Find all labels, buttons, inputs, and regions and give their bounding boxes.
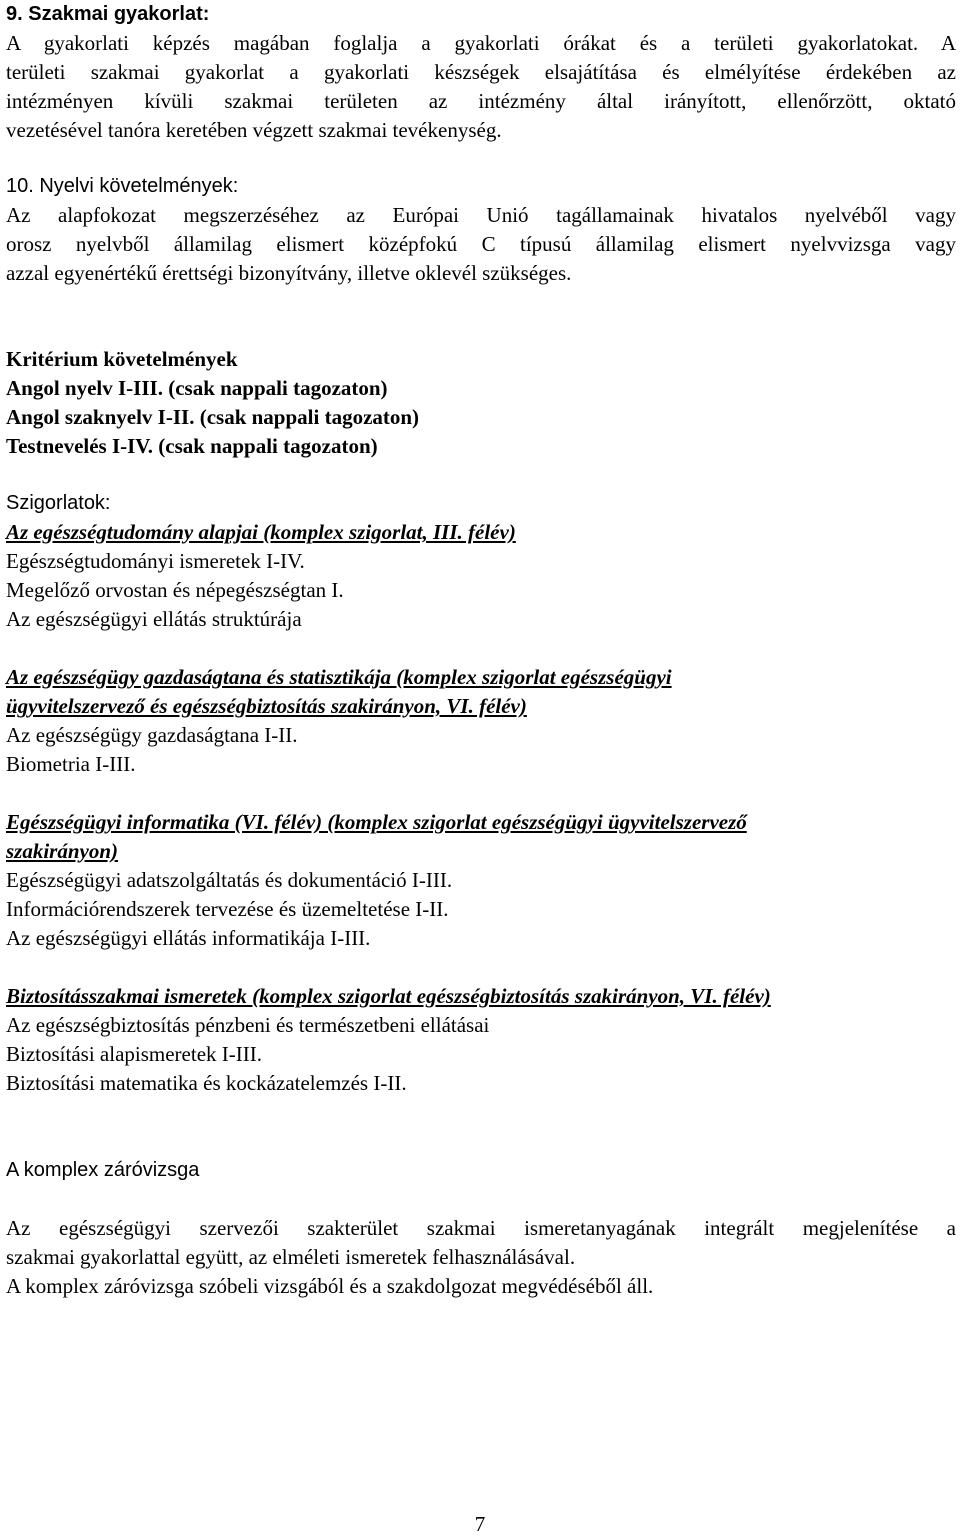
page-number: 7 bbox=[474, 1512, 486, 1536]
szigorlat-title: Biztosításszakmai ismeretek (komplex szigorlat egészségbiztosítás szakirányon, VI. félév) bbox=[6, 984, 771, 1008]
szigorlat-subject: Megelőző orvostan és népegészségtan I. bbox=[6, 578, 344, 602]
section-9-line-4: vezetésével tanóra keretében végzett szakmai tevékenység. bbox=[6, 118, 502, 142]
zarovizsga-line-3: A komplex záróvizsga szóbeli vizsgából és a szakdolgozat megvédéséből áll. bbox=[6, 1274, 654, 1298]
szigorlat-subject: Biztosítási matematika és kockázatelemzés I-II. bbox=[6, 1071, 407, 1095]
szigorlat-subject: Egészségtudományi ismeretek I-IV. bbox=[6, 549, 305, 573]
szigorlat-title: Egészségügyi informatika (VI. félév) (komplex szigorlat egészségügyi ügyvitelszervező bbox=[6, 810, 747, 834]
section-9-line-3: intézményen kívüli szakmai területen az intézmény által irányított, ellenőrzött, oktató bbox=[6, 89, 956, 113]
section-10-heading: 10. Nyelvi követelmények: bbox=[6, 175, 239, 197]
kriterium-heading: Kritérium követelmények bbox=[6, 347, 238, 371]
szigorlat-subject: Az egészségügy gazdaságtana I-II. bbox=[6, 723, 298, 747]
szigorlat-title: ügyvitelszervező és egészségbiztosítás szakirányon, VI. félév) bbox=[6, 694, 527, 718]
szigorlat-subject: Az egészségbiztosítás pénzbeni és természetbeni ellátásai bbox=[6, 1013, 490, 1037]
szigorlat-title: Az egészségügy gazdaságtana és statisztikája (komplex szigorlat egészségügyi bbox=[6, 665, 672, 689]
section-10-line-1: Az alapfokozat megszerzéséhez az Európai Unió tagállamainak hivatalos nyelvéből vagy bbox=[6, 203, 956, 227]
szigorlat-title: Az egészségtudomány alapjai (komplex szigorlat, III. félév) bbox=[6, 520, 516, 544]
kriterium-item: Angol szaknyelv I-II. (csak nappali tagozaton) bbox=[6, 405, 420, 429]
zarovizsga-line-2: szakmai gyakorlattal együtt, az elméleti ismeretek felhasználásával. bbox=[6, 1245, 576, 1269]
zarovizsga-heading: A komplex záróvizsga bbox=[6, 1159, 200, 1181]
kriterium-item: Testnevelés I-IV. (csak nappali tagozaton) bbox=[6, 434, 378, 458]
szigorlatok-heading: Szigorlatok: bbox=[6, 492, 111, 514]
section-9-line-2: területi szakmai gyakorlat a gyakorlati készségek elsajátítása és elmélyítése érdekében az bbox=[6, 60, 956, 84]
szigorlat-title: szakirányon) bbox=[6, 839, 119, 863]
szigorlat-subject: Biometria I-III. bbox=[6, 752, 136, 776]
section-10-line-3: azzal egyenértékű érettségi bizonyítvány, illetve oklevél szükséges. bbox=[6, 261, 572, 285]
szigorlat-subject: Információrendszerek tervezése és üzemeltetése I-II. bbox=[6, 897, 449, 921]
kriterium-item: Angol nyelv I-III. (csak nappali tagozaton) bbox=[6, 376, 388, 400]
section-10-line-2: orosz nyelvből államilag elismert középfokú C típusú államilag elismert nyelvvizsga vagy bbox=[6, 232, 956, 256]
szigorlat-subject: Egészségügyi adatszolgáltatás és dokumentáció I-III. bbox=[6, 868, 453, 892]
szigorlat-subject: Biztosítási alapismeretek I-III. bbox=[6, 1042, 262, 1066]
szigorlat-subject: Az egészségügyi ellátás informatikája I-III. bbox=[6, 926, 371, 950]
section-9-line-1: A gyakorlati képzés magában foglalja a gyakorlati órákat és a területi gyakorlatokat. A bbox=[6, 31, 956, 55]
section-9-heading: 9. Szakmai gyakorlat: bbox=[6, 3, 210, 25]
zarovizsga-line-1: Az egészségügyi szervezői szakterület szakmai ismeretanyagának integrált megjelenítése a bbox=[6, 1216, 956, 1240]
szigorlat-subject: Az egészségügyi ellátás struktúrája bbox=[6, 607, 302, 631]
